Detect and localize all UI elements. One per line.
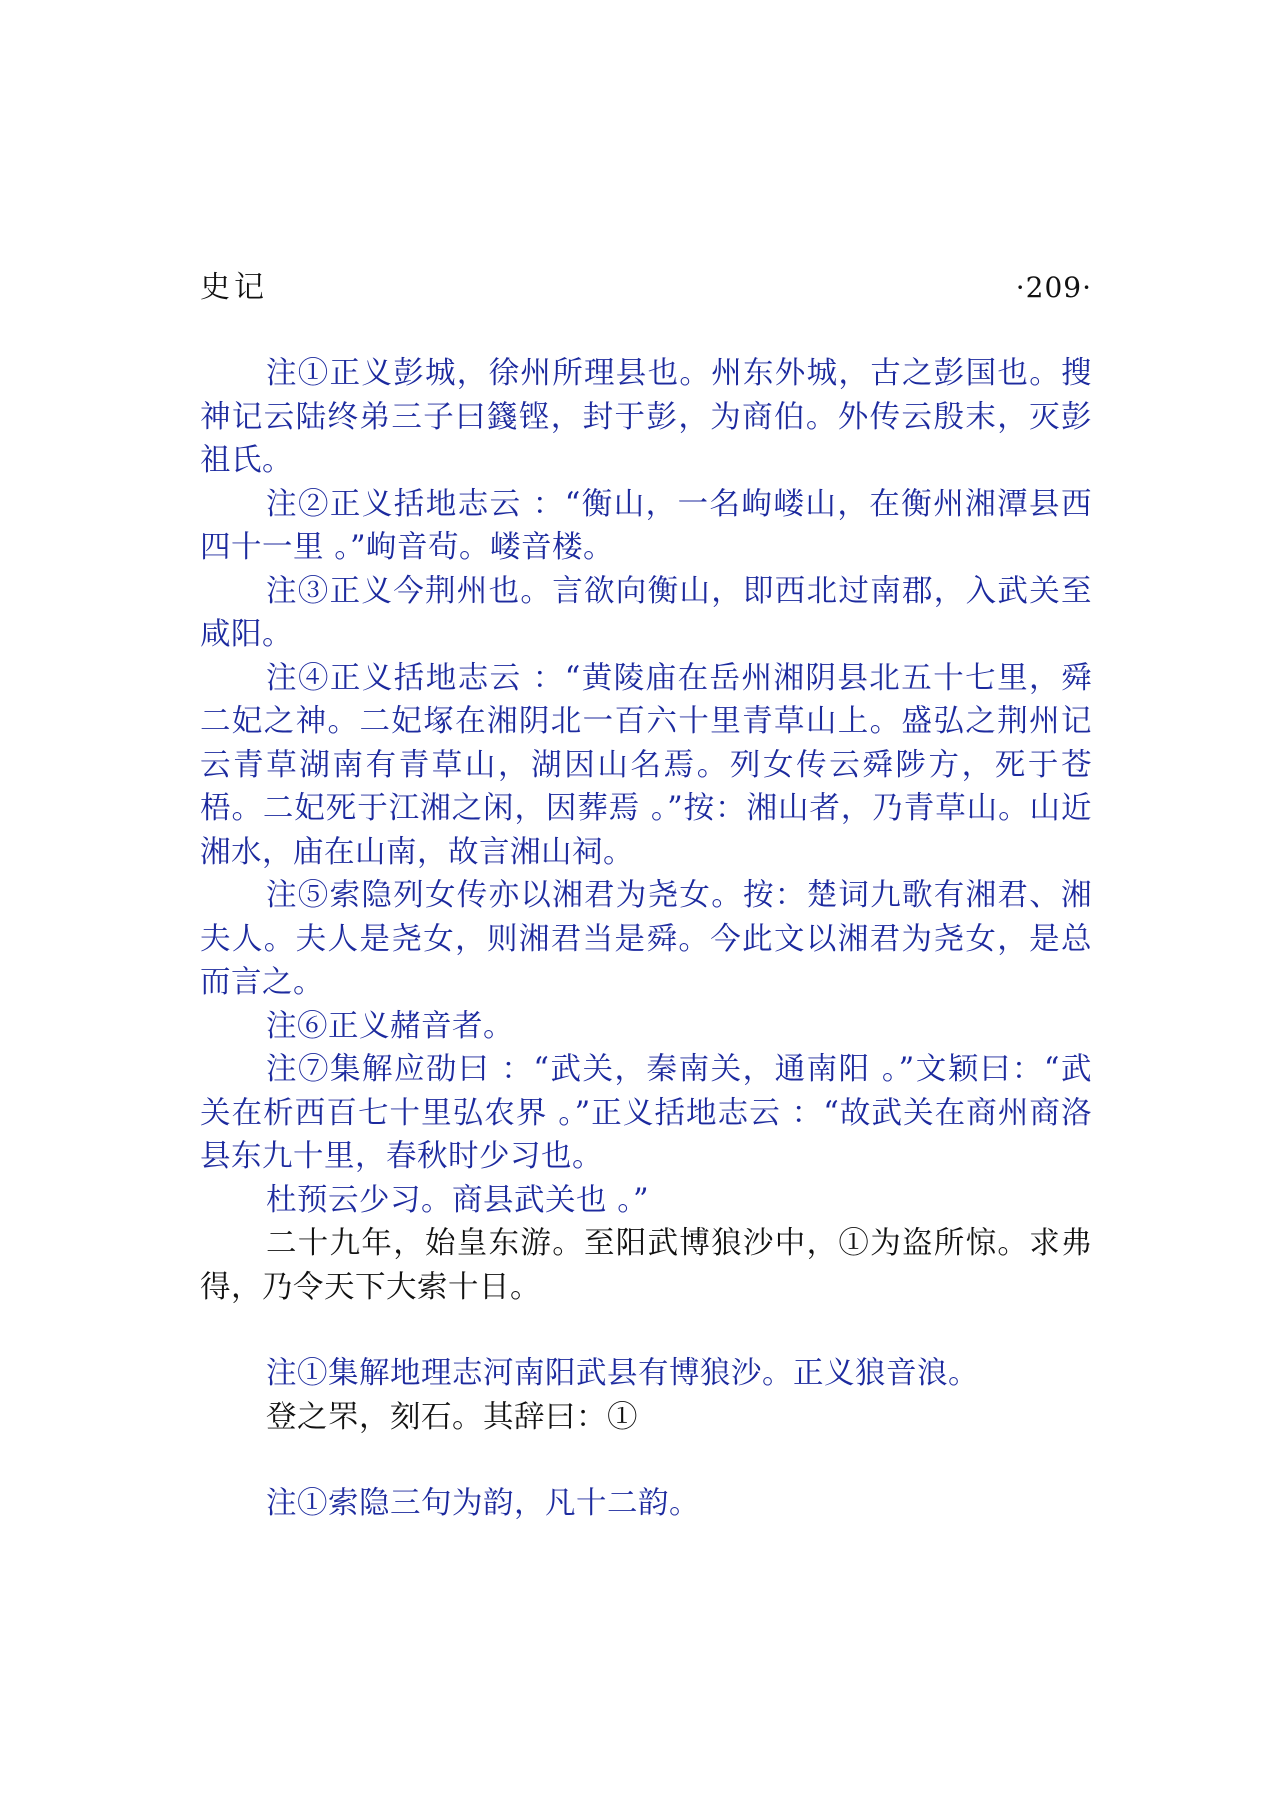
annotation-paragraph: 注①集解地理志河南阳武县有博狼沙。正义狼音浪。 <box>266 1356 979 1391</box>
main-text-paragraph: 二十九年，始皇东游。至阳武博狼沙中，①为盗所惊。求弗得，乃令天下大索十日。 <box>200 1226 1092 1305</box>
page-number: ·209· <box>1015 271 1092 304</box>
annotation-paragraph: 注⑥正义赭音者。 <box>266 1008 514 1044</box>
main-text-paragraph: 登之罘，刻石。其辞曰：① <box>266 1399 638 1435</box>
annotation-paragraph: 注④正义括地志云 ：“黄陵庙在岳州湘阴县北五十七里，舜二妃之神。二妃塚在湘阴北一百六十里青草山上。盛弘之荆州记云青草湖南有青草山，湖因山名焉。列女传云舜陟方，死于苍梧。二妃死于江湘之闲，因葬焉 。”按：湘山者，乃青草山。山近湘水，庙在山南，故言湘山祠。 <box>200 660 1092 870</box>
annotation-paragraph: 注①索隐三句为韵，凡十二韵。 <box>266 1486 700 1521</box>
page-header <box>200 268 1092 308</box>
annotation-paragraph: 注②正义括地志云 ：“衡山，一名岣嵝山，在衡州湘潭县西四十一里 。”岣音茍。嵝音楼。 <box>200 486 1092 565</box>
page-body <box>200 352 1092 1526</box>
annotation-paragraph: 注③正义今荆州也。言欲向衡山，即西北过南郡，入武关至咸阳。 <box>200 573 1092 652</box>
annotation-paragraph: 注⑦集解应劭曰 ：“武关，秦南关，通南阳 。”文颖曰：“武关在析西百七十里弘农界 。”正义括地志云 ：“故武关在商州商洛县东九十里，春秋时少习也。 <box>200 1052 1092 1174</box>
paragraph-gap <box>200 1439 1092 1482</box>
annotation-paragraph: 注①正义彭城，徐州所理县也。州东外城，古之彭国也。搜神记云陆终弟三子曰籛铿，封于彭，为商伯。外传云殷末，灭彭祖氏。 <box>200 356 1092 478</box>
annotation-paragraph: 杜预云少习。商县武关也 。” <box>266 1182 650 1218</box>
annotation-paragraph: 注⑤索隐列女传亦以湘君为尧女。按：楚词九歌有湘君、湘夫人。夫人是尧女，则湘君当是舜。今此文以湘君为尧女，是总而言之。 <box>200 878 1092 1000</box>
book-title: 史记 <box>200 270 268 305</box>
paragraph-gap <box>200 1309 1092 1352</box>
